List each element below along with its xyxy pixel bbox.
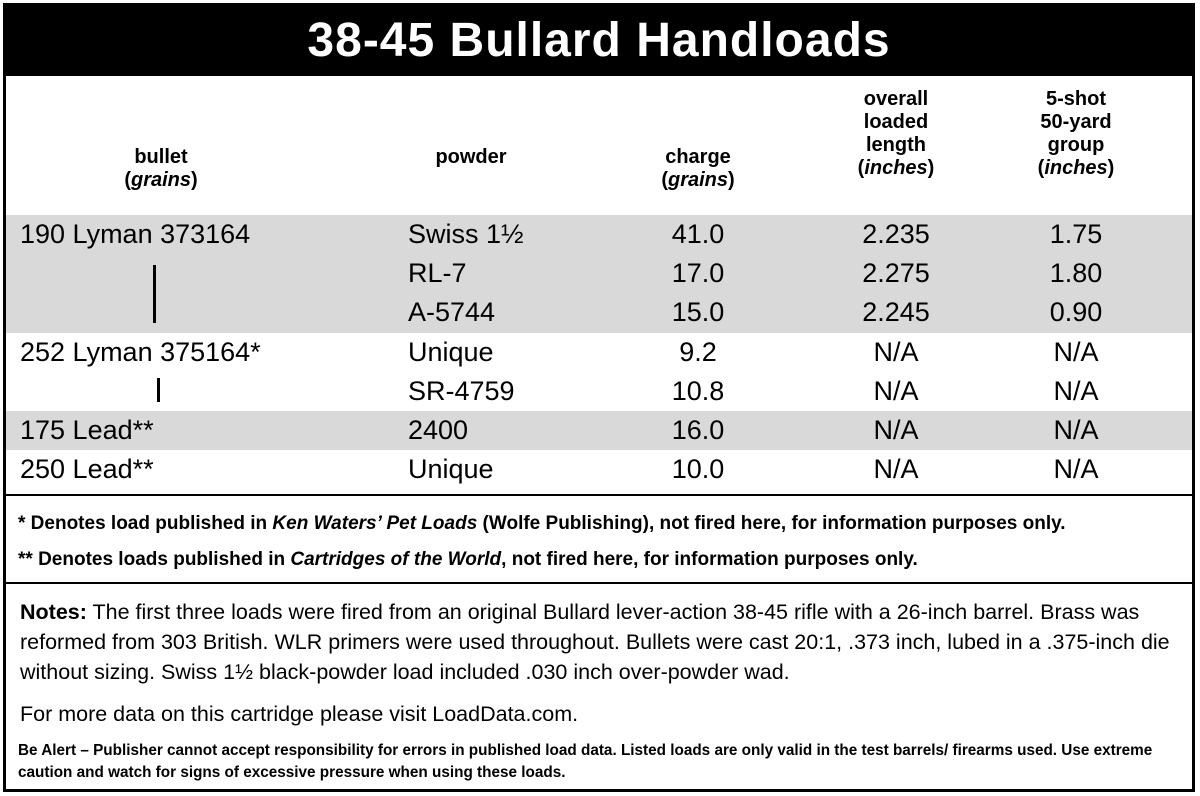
oal-cell: N/A — [873, 415, 919, 445]
table-row — [6, 254, 1192, 293]
header-bullet-label: bullet — [134, 146, 188, 168]
charge-cell: 10.8 — [671, 376, 725, 406]
table-title: 38-45 Bullard Handloads — [6, 6, 1192, 76]
header-group-line2: 50-yard — [1040, 111, 1112, 133]
header-charge-label: charge — [665, 146, 731, 168]
bullet-cell: 250 Lead** — [20, 454, 154, 484]
load-table-card — [3, 3, 1195, 792]
same-bullet-bar — [157, 378, 160, 402]
footnote-rule — [6, 582, 1192, 584]
oal-cell: N/A — [873, 376, 919, 406]
bullet-cell: 252 Lyman 375164* — [20, 337, 261, 367]
powder-cell: A-5744 — [408, 297, 496, 327]
header-oal — [826, 88, 966, 180]
header-oal-line1: overall — [863, 88, 929, 110]
header-oal-unit: (inches) — [857, 157, 935, 179]
header-powder — [396, 146, 546, 169]
powder-cell: 2400 — [408, 415, 469, 445]
powder-cell: Swiss 1½ — [408, 219, 524, 249]
header-charge-unit: (grains) — [661, 169, 735, 191]
publisher-alert: Be Alert – Publisher cannot accept responsibility for errors in published load data. Listed loads are only valid in the test barrels/ firearms used. Use extreme caution and watch for signs of excessive pressure when using these loads. — [18, 742, 1153, 781]
header-group-line3: group — [1047, 134, 1105, 156]
charge-cell: 9.2 — [679, 337, 717, 367]
notes-label: Notes: — [20, 600, 87, 624]
visit-loaddata-text: For more data on this cartridge please visit LoadData.com. — [20, 702, 579, 726]
charge-cell: 16.0 — [671, 415, 725, 445]
charge-cell: 15.0 — [671, 297, 725, 327]
oal-cell: 2.235 — [862, 219, 930, 249]
table-row — [6, 411, 1192, 450]
header-group-line1: 5-shot — [1046, 88, 1106, 110]
oal-cell: N/A — [873, 454, 919, 484]
header-bullet — [96, 146, 226, 192]
powder-cell: Unique — [408, 454, 494, 484]
notes-text: The first three loads were fired from an original Bullard lever-action 38-45 rifle with a 26-inch barrel. Brass was reformed from 303 British. WLR primers were used throughout. Bullets were cast 20:1, .373 inch, lubed in a .375-inch die without sizing. Swiss 1½ black-powder load included .030 inch over-powder wad. — [20, 600, 1170, 684]
charge-cell: 10.0 — [671, 454, 725, 484]
table-row — [6, 293, 1192, 333]
header-oal-line3: length — [866, 134, 926, 156]
table-row — [6, 450, 1192, 489]
oal-cell: 2.245 — [862, 297, 930, 327]
charge-cell: 17.0 — [671, 258, 725, 288]
oal-cell: 2.275 — [862, 258, 930, 288]
bullet-cell: 190 Lyman 373164 — [20, 219, 251, 249]
powder-cell: RL-7 — [408, 258, 467, 288]
charge-cell: 41.0 — [671, 219, 725, 249]
group-cell: 0.90 — [1049, 297, 1103, 327]
group-cell: N/A — [1053, 376, 1099, 406]
table-bottom-rule — [6, 494, 1192, 496]
notes-paragraph — [20, 597, 1190, 687]
header-powder-label: powder — [435, 146, 507, 168]
bullet-cell: 175 Lead** — [20, 415, 154, 445]
powder-cell: SR-4759 — [408, 376, 515, 406]
group-cell: N/A — [1053, 454, 1099, 484]
header-charge — [628, 146, 768, 192]
oal-cell: N/A — [873, 337, 919, 367]
footnote-single-asterisk: * Denotes load published in Ken Waters’ Pet Loads (Wolfe Publishing), not fired here, for information purposes only. — [18, 513, 1066, 534]
header-group — [1006, 88, 1146, 180]
table-row — [6, 215, 1192, 254]
header-group-unit: (inches) — [1037, 157, 1115, 179]
group-cell: 1.75 — [1049, 219, 1103, 249]
footnote-double-asterisk: ** Denotes loads published in Cartridges of the World, not fired here, for information purposes only. — [18, 549, 918, 570]
powder-cell: Unique — [408, 337, 494, 367]
group-cell: N/A — [1053, 415, 1099, 445]
header-bullet-unit: (grains) — [124, 169, 198, 191]
table-row — [6, 372, 1192, 411]
group-cell: 1.80 — [1049, 258, 1103, 288]
same-bullet-bar — [153, 265, 156, 323]
header-oal-line2: loaded — [863, 111, 929, 133]
table-row — [6, 333, 1192, 372]
group-cell: N/A — [1053, 337, 1099, 367]
